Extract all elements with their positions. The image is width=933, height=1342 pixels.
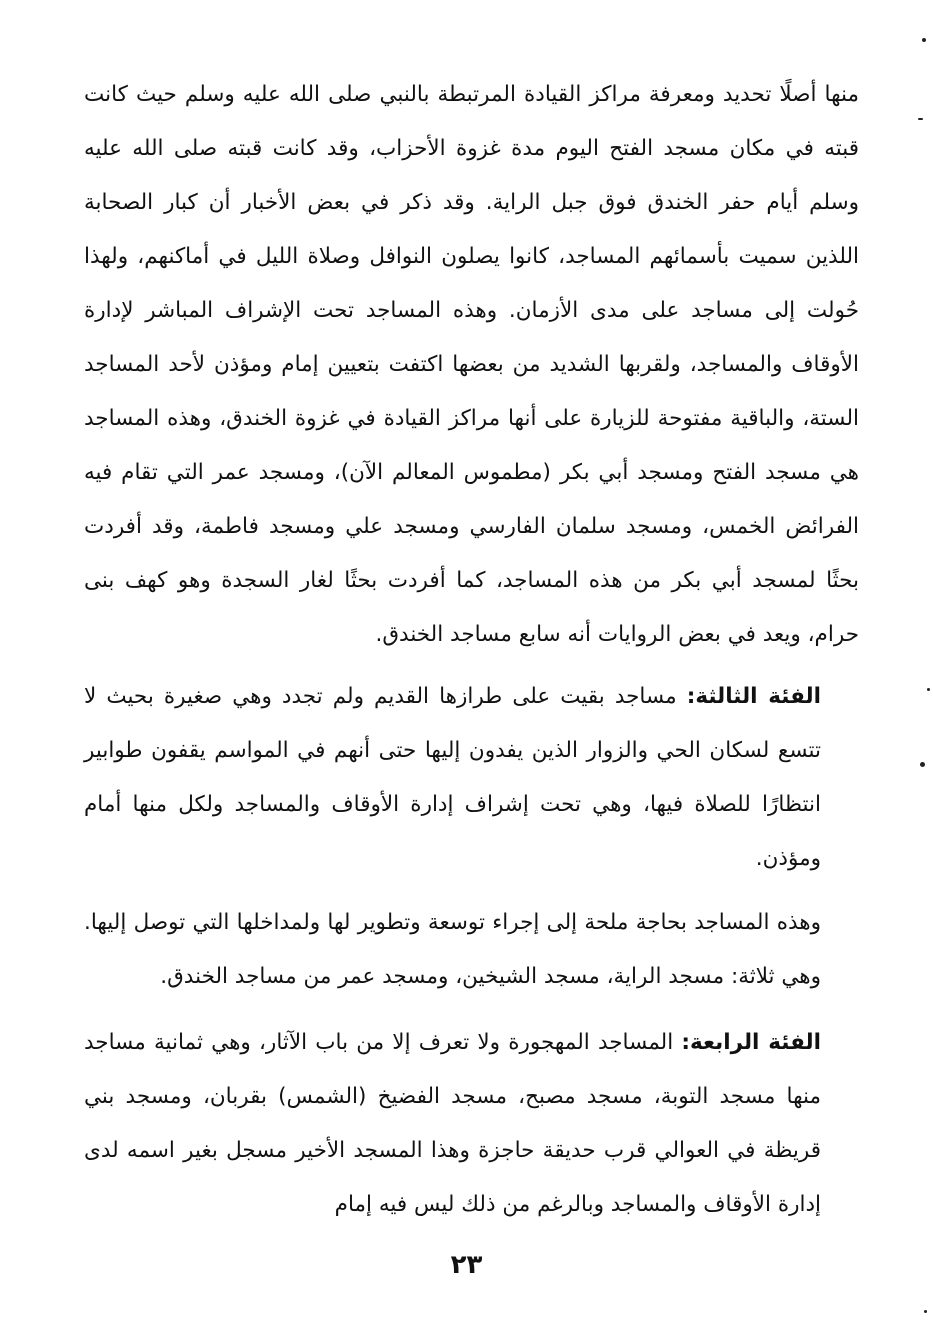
scan-speck [924,1310,927,1313]
section-heading-fourth-category: الفئة الرابعة: [681,1030,821,1055]
paragraph-4-body: المساجد المهجورة ولا تعرف إلا من باب الآثار، وهي ثمانية مساجد منها مسجد التوبة، مسجد مصبح، مسجد الفضيخ (الشمس) بقربان، ومسجد بني قريظة في العوالي قرب حديقة حاجزة وهذا المسجد الأخير مسجل بغير اسمه لدى إدارة الأوقاف والمساجد وبالرغم من ذلك ليس فيه إمام [84,1030,821,1217]
paragraph-4 [84,1016,859,1232]
paragraph-3: وهذه المساجد بحاجة ملحة إلى إجراء توسعة وتطوير لها ولمداخلها التي توصل إليها. وهي ثلاثة: مسجد الراية، مسجد الشيخين، ومسجد عمر من مساجد الخندق. [84,910,821,989]
paragraph-2 [84,670,859,886]
scan-speck [920,762,925,767]
scan-speck [927,688,930,691]
page-body [84,68,859,1232]
section-heading-third-category: الفئة الثالثة: [686,684,821,709]
paragraph-2-body: مساجد بقيت على طرازها القديم ولم تجدد وهي صغيرة بحيث لا تتسع لسكان الحي والزوار الذين يفدون إليها حتى أنهم في المواسم يقفون طوابير انتظارًا للصلاة فيها، وهي تحت إشراف إدارة الأوقاف والمساجد ولكل منها أمام ومؤذن. [84,684,821,871]
page-number: ٢٣ [450,1250,483,1280]
scan-speck [922,38,926,42]
scan-speck [918,118,923,120]
paragraph-1: منها أصلًا تحديد ومعرفة مراكز القيادة المرتبطة بالنبي صلى الله عليه وسلم حيث كانت قبته في مكان مسجد الفتح اليوم مدة غزوة الأحزاب، وقد كانت قبته صلى الله عليه وسلم أيام حفر الخندق فوق جبل الراية. وقد ذكر في بعض الأخبار أن كبار الصحابة اللذين سميت بأسمائهم المساجد، كانوا يصلون النوافل وصلاة الليل في أماكنهم، ولهذا حُولت إلى مساجد على مدى الأزمان. وهذه المساجد تحت الإشراف المباشر لإدارة الأوقاف والمساجد، ولقربها الشديد من بعضها اكتفت بتعيين إمام ومؤذن لأحد المساجد الستة، والباقية مفتوحة للزيارة على أنها مراكز القيادة في غزوة الخندق، وهذه المساجد هي مسجد الفتح ومسجد أبي بكر (مطموس المعالم الآن)، ومسجد عمر التي تقام فيه الفرائض الخمس، ومسجد سلمان الفارسي ومسجد علي ومسجد فاطمة، وقد أفردت بحثًا لمسجد أبي بكر من هذه المساجد، كما أفردت بحثًا لغار السجدة وهو كهف بنى حرام، ويعد في بعض الروايات أنه سابع مساجد الخندق. [84,82,859,647]
